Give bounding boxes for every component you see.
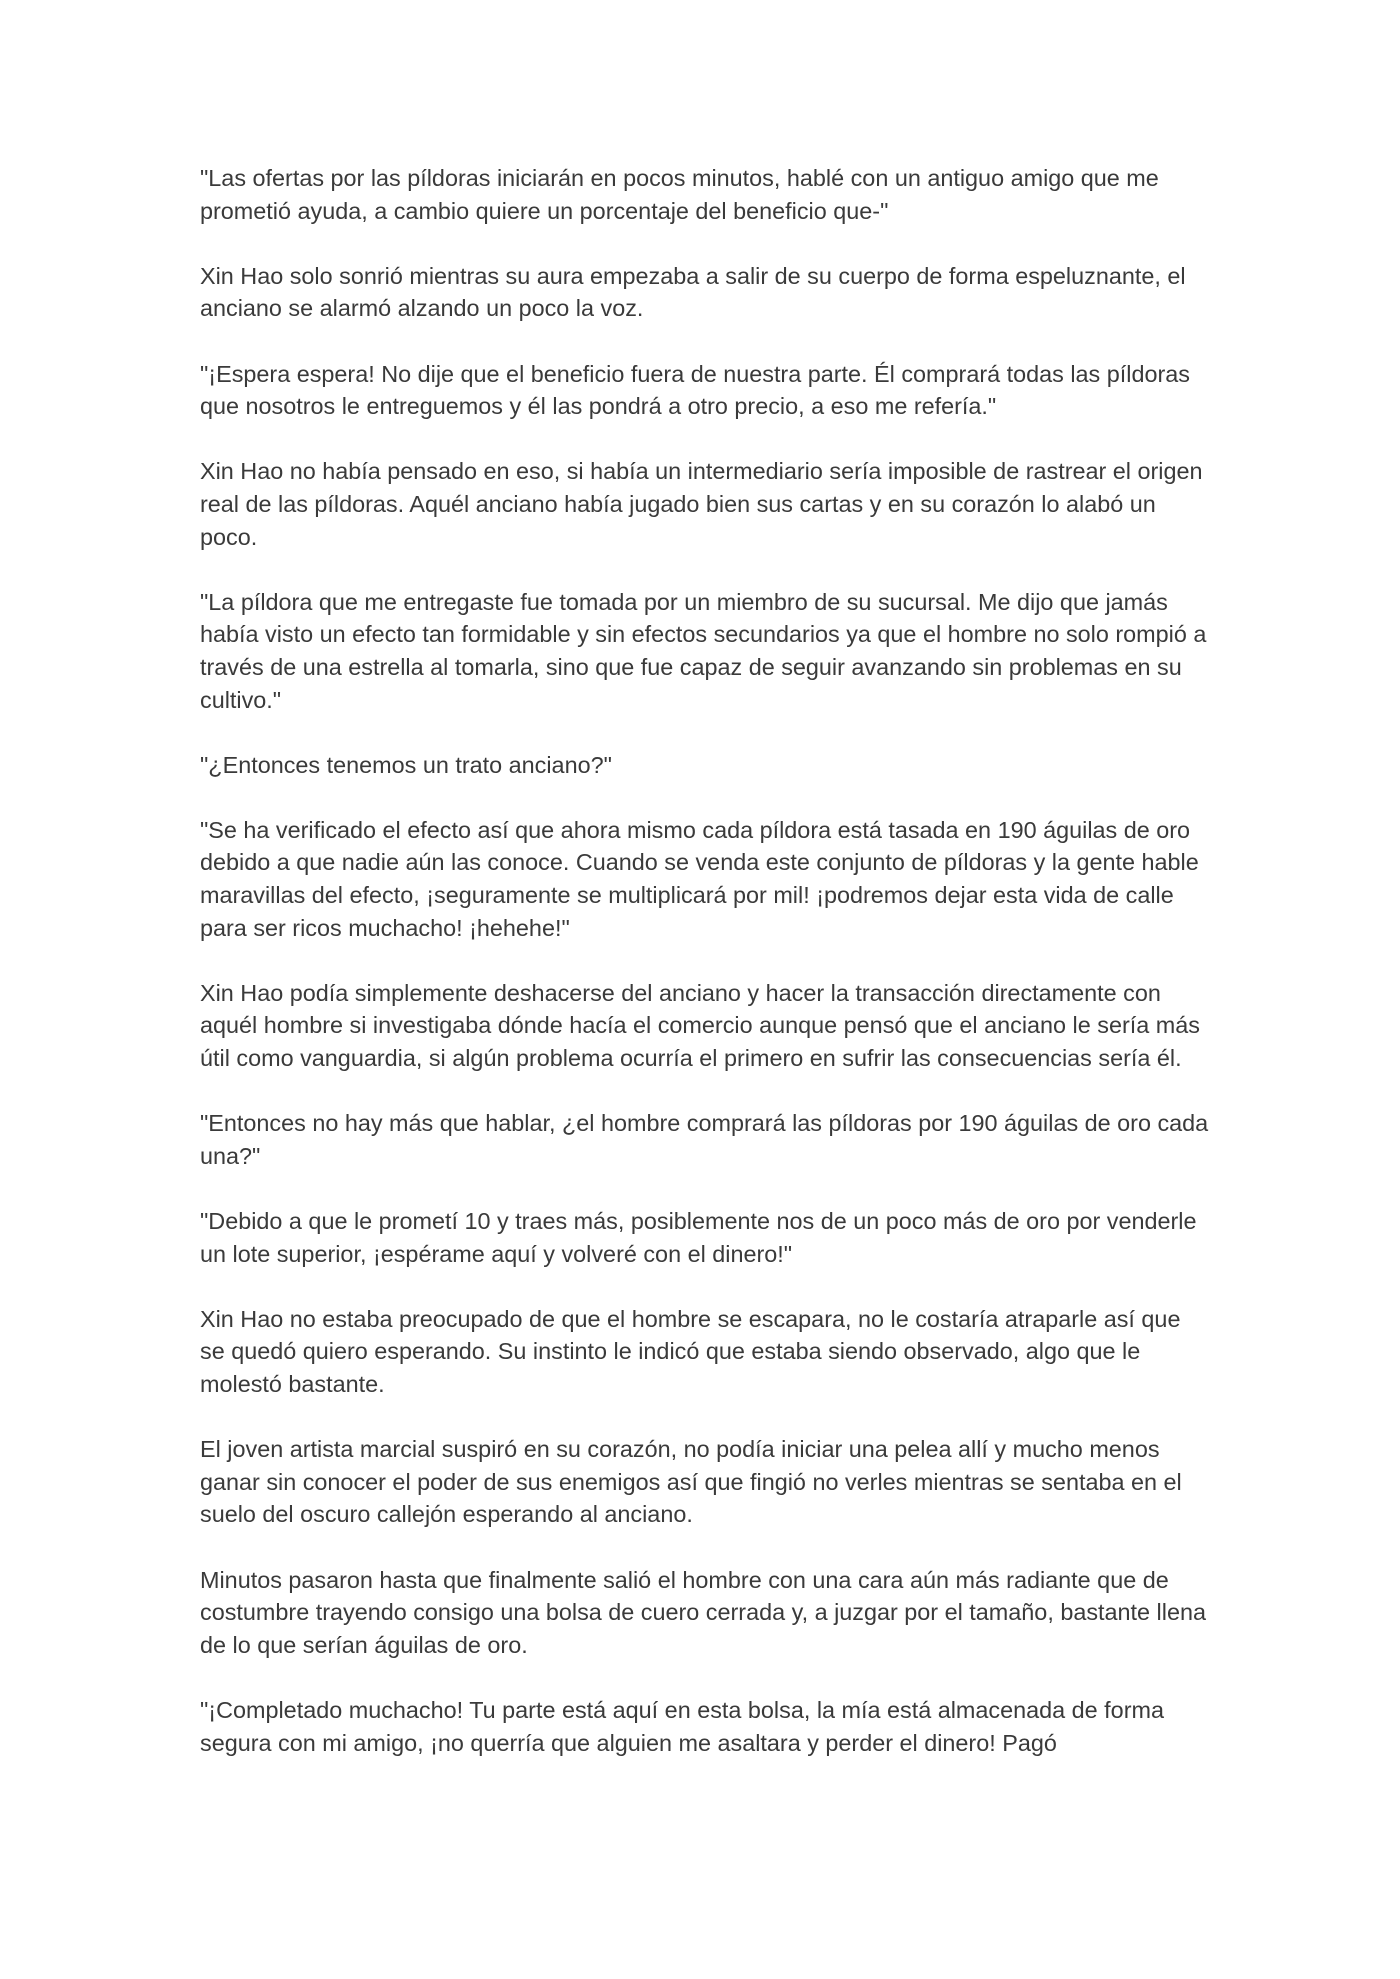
- paragraph: Xin Hao no había pensado en eso, si había un intermediario sería imposible de rastrear el origen real de las píldoras. Aquél anciano había jugado bien sus cartas y en su corazón lo alabó un poco.: [200, 458, 1203, 550]
- paragraph: "¡Completado muchacho! Tu parte está aquí en esta bolsa, la mía está almacenada de forma segura con mi amigo, ¡no querría que alguien me asaltara y perder el dinero! Pagó: [200, 1696, 1164, 1756]
- paragraph: "Las ofertas por las píldoras iniciarán en pocos minutos, hablé con un antiguo amigo que me prometió ayuda, a cambio quiere un porcentaje del beneficio que-": [200, 165, 1159, 224]
- body-text: [200, 162, 1210, 1792]
- paragraph: Minutos pasaron hasta que finalmente salió el hombre con una cara aún más radiante que de costumbre trayendo consigo una bolsa de cuero cerrada y, a juzgar por el tamaño, bastante llena de lo que serían águilas de oro.: [200, 1566, 1206, 1658]
- paragraph: "La píldora que me entregaste fue tomada por un miembro de su sucursal. Me dijo que jamás había visto un efecto tan formidable y sin efectos secundarios ya que el hombre no solo rompió a través de una estrella al tomarla, sino que fue capaz de seguir avanzando sin problemas en su cultivo.": [200, 588, 1207, 713]
- paragraph: "¡Espera espera! No dije que el beneficio fuera de nuestra parte. Él comprará todas las píldoras que nosotros le entreguemos y él las pondrá a otro precio, a eso me refería.": [200, 360, 1190, 420]
- paragraph: "¿Entonces tenemos un trato anciano?": [200, 751, 612, 778]
- paragraph: Xin Hao no estaba preocupado de que el hombre se escapara, no le costaría atraparle así que se quedó quiero esperando. Su instinto le indicó que estaba siendo observado, algo que le molestó bastante.: [200, 1305, 1181, 1397]
- paragraph: Xin Hao solo sonrió mientras su aura empezaba a salir de su cuerpo de forma espeluznante, el anciano se alarmó alzando un poco la voz.: [200, 262, 1186, 322]
- paragraph: "Entonces no hay más que hablar, ¿el hombre comprará las píldoras por 190 águilas de oro cada una?": [200, 1110, 1209, 1169]
- paragraph: "Debido a que le prometí 10 y traes más, posiblemente nos de un poco más de oro por venderle un lote superior, ¡espérame aquí y volveré con el dinero!": [200, 1208, 1197, 1267]
- paragraph: El joven artista marcial suspiró en su corazón, no podía iniciar una pelea allí y mucho menos ganar sin conocer el poder de sus enemigos así que fingió no verles mientras se sentaba en el suelo del oscuro callejón esperando al anciano.: [200, 1436, 1182, 1528]
- paragraph: "Se ha verificado el efecto así que ahora mismo cada píldora está tasada en 190 águilas de oro debido a que nadie aún las conoce. Cuando se venda este conjunto de píldoras y la gente hable maravillas del efecto, ¡seguramente se multiplicará por mil! ¡podremos dejar esta vida de calle para ser ricos muchacho! ¡hehehe!": [200, 816, 1199, 941]
- paragraph: Xin Hao podía simplemente deshacerse del anciano y hacer la transacción directamente con aquél hombre si investigaba dónde hacía el comercio aunque pensó que el anciano le sería más útil como vanguardia, si algún problema ocurría el primero en sufrir las consecuencias sería él.: [200, 979, 1200, 1072]
